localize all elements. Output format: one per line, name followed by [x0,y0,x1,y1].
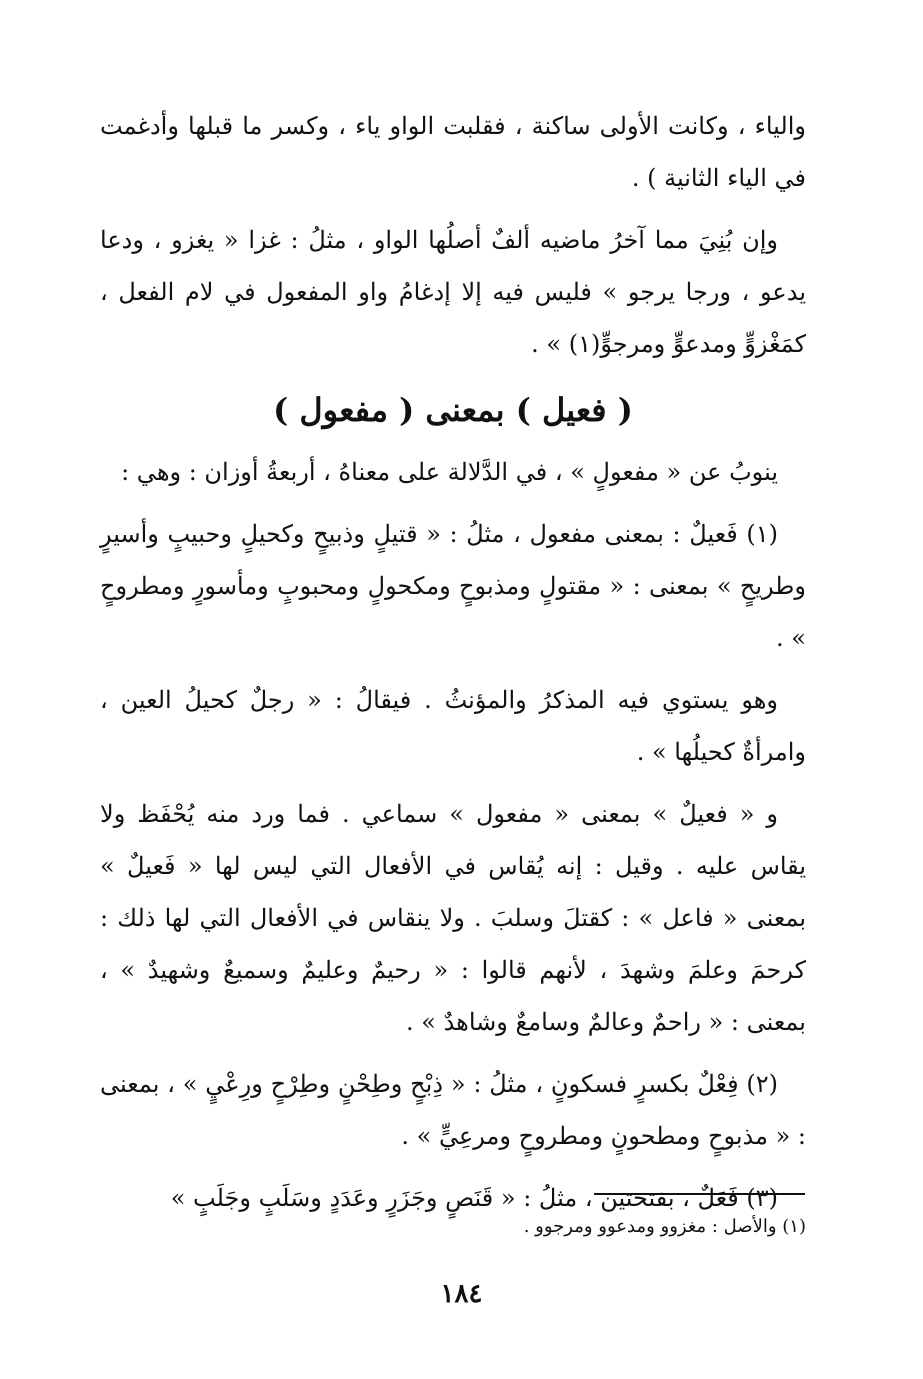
item-1-paragraph: (١) فَعيلٌ : بمعنى مفعول ، مثلُ : « قتيلٍ وذبيحٍ وكحيلٍ وحبيبٍ وأسيرٍ وطريحٍ » بمعنى : « مقتولٍ ومذبوحٍ ومكحولٍ ومحبوبٍ ومأسورٍ ومطروحٍ » . [100,520,806,652]
page-number: ١٨٤ [440,1279,483,1309]
paragraph-waw-verbs: وإن بُنِيَ مما آخرُ ماضيه ألفٌ أصلُها الواو ، مثلُ : غزا « يغزو ، ودعا يدعو ، ورجا يرجو » فليس فيه إلا إدغامُ واو المفعول في لام الفعل ، كمَغْزوٍّ ومدعوٍّ ومرجوٍّ(١) » . [100,226,806,358]
section-heading: ( فعيل ) بمعنى ( مفعول ) [273,391,633,429]
section-intro: ينوبُ عن « مفعولٍ » ، في الدَّلالة على معناهُ ، أربعةُ أوزان : وهي : [121,458,778,486]
page-body [100,100,806,1234]
footnote-divider [594,1193,805,1195]
item-2-paragraph: (٢) فِعْلٌ بكسرٍ فسكونٍ ، مثلُ : « ذِبْحٍ وطِحْنٍ وطِرْحٍ ورِعْيٍ » ، بمعنى : « مذبوحٍ ومطحونٍ ومطروحٍ ومرعِيٍّ » . [100,1070,806,1150]
item-3-paragraph: (٣) فَعَلٌ ، بفتحتين ، مثلُ : « قَنَصٍ وجَزَرٍ وعَدَدٍ وسَلَبٍ وجَلَبٍ » [170,1184,778,1212]
paragraph-samaai: و « فعيلٌ » بمعنى « مفعول » سماعي . فما ورد منه يُحْفَظ ولا يقاس عليه . وقيل : إنه يُقاس في الأفعال التي ليس لها « فَعيلٌ » بمعنى « فاعل » : كقتلَ وسلبَ . ولا ينقاس في الأفعال التي لها ذلك : كرحمَ وعلمَ وشهدَ ، لأنهم قالوا : « رحيمٌ وعليمٌ وسميعٌ وشهيدٌ » ، بمعنى : « راحمٌ وعالمٌ وسامعٌ وشاهدٌ » . [100,800,806,1036]
paragraph-gender: وهو يستوي فيه المذكرُ والمؤنثُ . فيقالُ : « رجلٌ كحيلُ العين ، وامرأةٌ كحيلُها » . [100,686,806,766]
continued-paragraph: والياء ، وكانت الأولى ساكنة ، فقلبت الواو ياء ، وكسر ما قبلها وأدغمت في الياء الثانية ) . [100,112,806,192]
footnote: (١) والأصل : مغزوو ومدعوو ومرجوو . [523,1216,806,1237]
